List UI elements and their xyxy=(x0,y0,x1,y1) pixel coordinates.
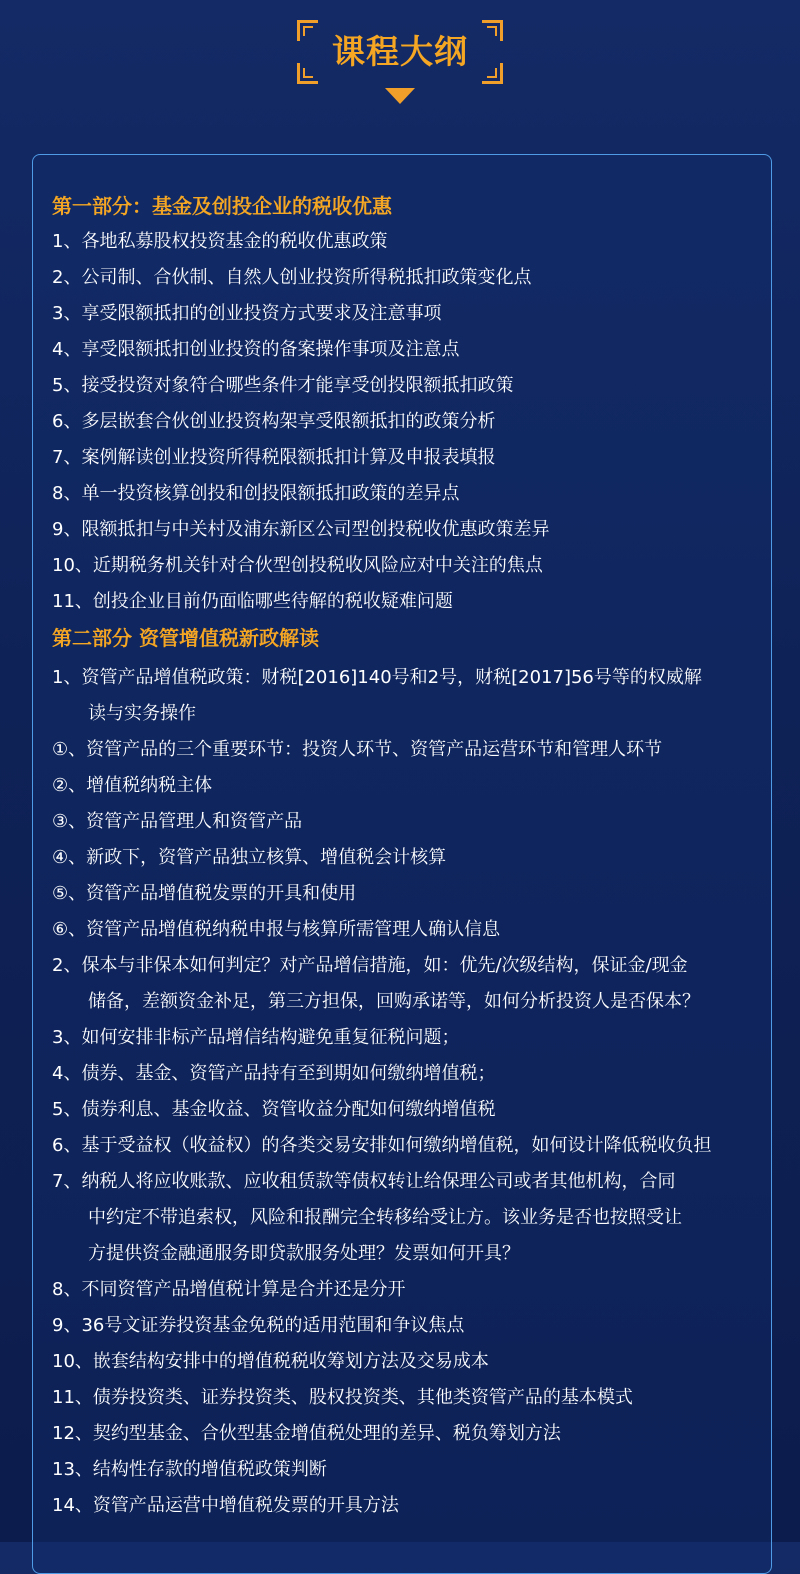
list-item: 8、不同资管产品增值税计算是合并还是分开 xyxy=(52,1279,406,1300)
list-item: ①、资管产品的三个重要环节：投资人环节、资管产品运营环节和管理人环节 xyxy=(52,739,663,760)
list-item: 2、公司制、合伙制、自然人创业投资所得税抵扣政策变化点 xyxy=(52,267,532,288)
list-item-continuation: 方提供资金融通服务即贷款服务处理？发票如何开具？ xyxy=(88,1243,520,1264)
list-item: ④、新政下，资管产品独立核算、增值税会计核算 xyxy=(52,847,447,868)
list-item: 3、如何安排非标产品增信结构避免重复征税问题； xyxy=(52,1027,460,1048)
header xyxy=(0,0,800,120)
list-item-continuation: 储备，差额资金补足，第三方担保，回购承诺等，如何分析投资人是否保本？ xyxy=(88,991,700,1012)
list-item-continuation: 读与实务操作 xyxy=(88,703,196,724)
down-arrow-icon xyxy=(385,88,415,104)
list-item: 10、近期税务机关针对合伙型创投税收风险应对中关注的焦点 xyxy=(52,555,543,576)
list-item: 1、各地私募股权投资基金的税收优惠政策 xyxy=(52,231,388,252)
list-item: 4、享受限额抵扣创业投资的备案操作事项及注意点 xyxy=(52,339,460,360)
list-item: 5、接受投资对象符合哪些条件才能享受创投限额抵扣政策 xyxy=(52,375,514,396)
page-title: 课程大纲 xyxy=(332,32,468,71)
title-frame xyxy=(297,20,503,84)
list-item: 13、结构性存款的增值税政策判断 xyxy=(52,1459,327,1480)
list-item: 6、基于受益权（收益权）的各类交易安排如何缴纳增值税，如何设计降低税收负担 xyxy=(52,1135,712,1156)
list-item: 1、资管产品增值税政策：财税[2016]140号和2号，财税[2017]56号等的权威解 xyxy=(52,667,702,688)
list-item: 14、资管产品运营中增值税发票的开具方法 xyxy=(52,1495,399,1516)
list-item: 4、债券、基金、资管产品持有至到期如何缴纳增值税； xyxy=(52,1063,496,1084)
list-item-continuation: 中约定不带追索权，风险和报酬完全转移给受让方。该业务是否也按照受让 xyxy=(88,1207,682,1228)
list-item: 10、嵌套结构安排中的增值税税收筹划方法及交易成本 xyxy=(52,1351,489,1372)
list-item: 3、享受限额抵扣的创业投资方式要求及注意事项 xyxy=(52,303,442,324)
list-item: 11、创投企业目前仍面临哪些待解的税收疑难问题 xyxy=(52,591,453,612)
list-item: ②、增值税纳税主体 xyxy=(52,775,213,796)
list-item: 7、纳税人将应收账款、应收租赁款等债权转让给保理公司或者其他机构，合同 xyxy=(52,1171,676,1192)
list-item: 5、债券利息、基金收益、资管收益分配如何缴纳增值税 xyxy=(52,1099,496,1120)
outline-content xyxy=(52,188,762,1524)
list-item: 7、案例解读创业投资所得税限额抵扣计算及申报表填报 xyxy=(52,447,496,468)
list-item: ③、资管产品管理人和资管产品 xyxy=(52,811,303,832)
list-item: 6、多层嵌套合伙创业投资构架享受限额抵扣的政策分析 xyxy=(52,411,496,432)
list-item: 9、36号文证券投资基金免税的适用范围和争议焦点 xyxy=(52,1315,465,1336)
list-item: ⑤、资管产品增值税发票的开具和使用 xyxy=(52,883,357,904)
section-title-part-two: 第二部分 资管增值税新政解读 xyxy=(52,626,319,650)
list-item: 12、契约型基金、合伙型基金增值税处理的差异、税负筹划方法 xyxy=(52,1423,561,1444)
list-item: 11、债券投资类、证券投资类、股权投资类、其他类资管产品的基本模式 xyxy=(52,1387,633,1408)
list-item: 2、保本与非保本如何判定？对产品增信措施，如：优先/次级结构，保证金/现金 xyxy=(52,955,688,976)
list-item: ⑥、资管产品增值税纳税申报与核算所需管理人确认信息 xyxy=(52,919,501,940)
section-title-part-one: 第一部分：基金及创投企业的税收优惠 xyxy=(52,194,392,218)
list-item: 8、单一投资核算创投和创投限额抵扣政策的差异点 xyxy=(52,483,460,504)
list-item: 9、限额抵扣与中关村及浦东新区公司型创投税收优惠政策差异 xyxy=(52,519,550,540)
